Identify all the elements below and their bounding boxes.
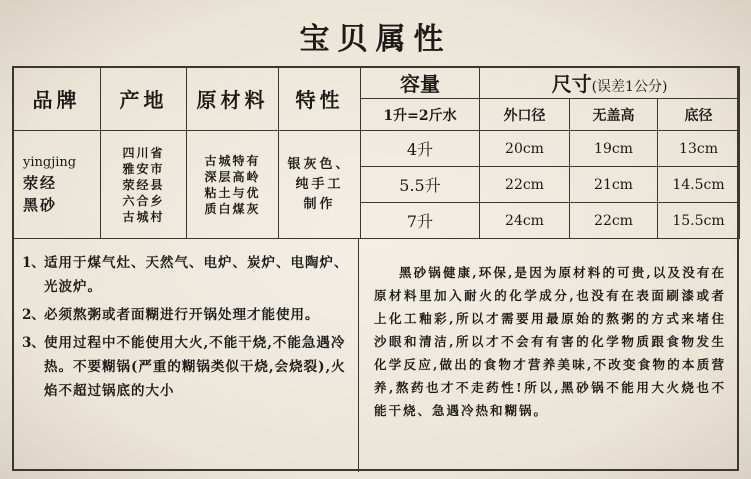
header-origin: 产地 bbox=[101, 67, 187, 131]
capacity-cell: 5.5升 bbox=[361, 167, 480, 203]
header-outer-diameter: 外口径 bbox=[480, 99, 570, 131]
feature-line: 银灰色、 bbox=[287, 156, 352, 172]
outer-diameter-cell: 22cm bbox=[480, 167, 570, 203]
origin-line: 雅安市 bbox=[122, 161, 165, 176]
header-height-no-lid: 无盖高 bbox=[570, 99, 658, 131]
material-line: 古城特有 bbox=[204, 153, 261, 168]
origin-line: 四川省 bbox=[122, 145, 165, 160]
note-text: 适用于煤气灶、天然气、电炉、炭炉、电陶炉、光波炉。 bbox=[44, 255, 349, 295]
note-text: 使用过程中不能使用大火,不能干烧,不能急遇冷热。不要糊锅(严重的糊锅类似干烧,会烧裂),火焰不超过锅底的大小 bbox=[44, 335, 346, 399]
brand-latin: yingjing bbox=[23, 154, 77, 170]
material-line: 粘土与优 bbox=[204, 185, 261, 200]
origin-line: 六合乡 bbox=[122, 193, 165, 208]
header-material: 原材料 bbox=[187, 67, 279, 131]
height-cell: 21cm bbox=[570, 167, 658, 203]
outer-diameter-cell: 20cm bbox=[480, 131, 570, 167]
origin-line: 荥经县 bbox=[122, 177, 165, 192]
brand-line2: 黑砂 bbox=[23, 195, 58, 214]
outer-frame bbox=[12, 66, 739, 471]
base-diameter-cell: 13cm bbox=[658, 131, 740, 167]
origin-line: 古城村 bbox=[122, 209, 165, 224]
base-diameter-cell: 14.5cm bbox=[658, 167, 740, 203]
note-number: 1、 bbox=[22, 255, 45, 271]
header-capacity: 容量 bbox=[361, 67, 480, 99]
header-brand: 品牌 bbox=[13, 67, 101, 131]
header-feature: 特性 bbox=[279, 67, 361, 131]
note-text: 必须熬粥或者面糊进行开锅处理才能使用。 bbox=[44, 307, 320, 323]
height-cell: 19cm bbox=[570, 131, 658, 167]
header-capacity-unit: 1升=2斤水 bbox=[361, 99, 480, 131]
feature-line: 纯手工 bbox=[295, 176, 344, 192]
outer-diameter-cell: 24cm bbox=[480, 203, 570, 239]
brand-line1: 荥经 bbox=[23, 173, 58, 192]
feature-line: 制作 bbox=[303, 196, 336, 212]
material-line: 质白煤灰 bbox=[204, 201, 261, 216]
base-diameter-cell: 15.5cm bbox=[658, 203, 740, 239]
capacity-cell: 7升 bbox=[361, 203, 480, 239]
header-size-label: 尺寸 bbox=[551, 72, 592, 96]
capacity-cell: 4升 bbox=[361, 131, 480, 167]
note-number: 3、 bbox=[22, 335, 45, 351]
material-line: 深层高岭 bbox=[204, 169, 261, 184]
height-cell: 22cm bbox=[570, 203, 658, 239]
page-title: 宝贝属性 bbox=[299, 22, 452, 57]
header-base-diameter: 底径 bbox=[658, 99, 740, 131]
health-description: 黑砂锅健康,环保,是因为原材料的可贵,以及没有在原材料里加入耐火的化学成分,也没有在表面刷漆或者上化工釉彩,所以才需要用最原始的熬粥的方式来堵住沙眼和清洁,所以才不会有有害的化学物质跟食物发生化学反应,做出的食物才营养美味,不改变食物的本质营养,熬药也才不走药性!所以,黑砂锅不能用大火烧也不能干烧、急遇冷热和糊锅。 bbox=[374, 265, 726, 418]
note-number: 2、 bbox=[22, 307, 45, 323]
header-size-note: (误差1公分) bbox=[591, 79, 668, 95]
